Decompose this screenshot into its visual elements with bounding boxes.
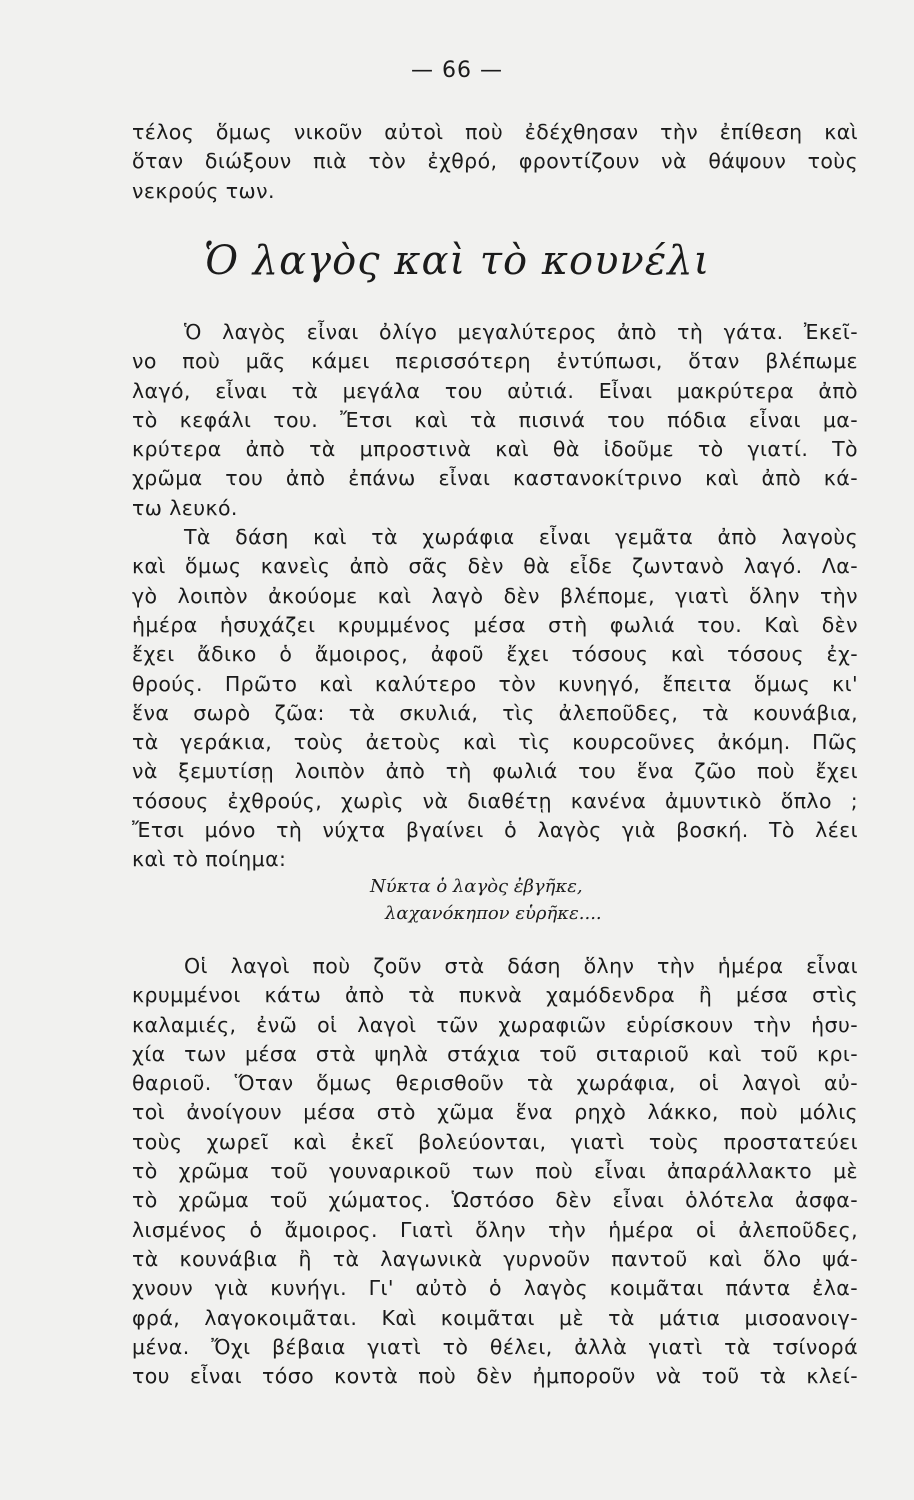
- text-line: ἡμέρα ἡσυχάζει κρυμμένος μέσα στὴ φωλιά του. Καὶ δὲν: [132, 612, 858, 637]
- text-line: ὅταν διώξουν πιὰ τὸν ἐχθρό, φροντίζουν νὰ θάψουν τοὺς: [132, 149, 858, 174]
- intro-paragraph: [132, 118, 858, 206]
- text-line: καὶ ὅμως κανεὶς ἀπὸ σᾶς δὲν θὰ εἶδε ζωντανὸ λαγό. Λα-: [132, 554, 858, 579]
- text-line: ἕνα σωρὸ ζῶα: τὰ σκυλιά, τὶς ἀλεποῦδες, τὰ κουνάβια,: [132, 700, 858, 725]
- text-line: χία των μέσα στὰ ψηλὰ στάχια τοῦ σιταριοῦ καὶ τοῦ κρι-: [132, 1041, 858, 1066]
- text-line: τω λευκό.: [132, 495, 238, 520]
- text-line: θρούς. Πρῶτο καὶ καλύτερο τὸν κυνηγό, ἔπειτα ὅμως κι': [132, 671, 858, 696]
- text-line: λαγό, εἶναι τὰ μεγάλα του αὐτιά. Εἶναι μακρύτερα ἀπὸ: [132, 378, 858, 403]
- body-paragraphs: [132, 318, 858, 875]
- text-line: νο ποὺ μᾶς κάμει περισσότερη ἐντύπωσι, ὅταν βλέπωμε: [132, 349, 858, 374]
- text-line: χρῶμα του ἀπὸ ἐπάνω εἶναι καστανοκίτρινο καὶ ἀπὸ κά-: [132, 466, 858, 491]
- text-line: Ἔτσι μόνο τὴ νύχτα βγαίνει ὁ λαγὸς γιὰ βοσκή. Τὸ λέει: [132, 818, 858, 843]
- closing-paragraph: [132, 952, 858, 1391]
- poem-line: Νύκτα ὁ λαγὸς ἐβγῆκε,: [370, 876, 583, 897]
- text-line: θαριοῦ. Ὅταν ὅμως θερισθοῦν τὰ χωράφια, οἱ λαγοὶ αὐ-: [132, 1071, 858, 1096]
- text-line: τοὶ ἀνοίγουν μέσα στὸ χῶμα ἕνα ρηχὸ λάκκο, ποὺ μόλις: [132, 1100, 858, 1125]
- text-line: Τὰ δάση καὶ τὰ χωράφια εἶναι γεμᾶτα ἀπὸ λαγοὺς: [184, 525, 858, 550]
- section-title: Ὁ λαγὸς καὶ τὸ κουνέλι: [203, 238, 711, 284]
- text-line: μένα. Ὄχι βέβαια γιατὶ τὸ θέλει, ἀλλὰ γιατὶ τὰ τσίνορά: [132, 1334, 858, 1359]
- text-line: φρά, λαγοκοιμᾶται. Καὶ κοιμᾶται μὲ τὰ μάτια μισοανοιγ-: [132, 1305, 858, 1330]
- text-line: κρυμμένοι κάτω ἀπὸ τὰ πυκνὰ χαμόδενδρα ἢ μέσα στὶς: [132, 983, 858, 1008]
- text-line: λισμένος ὁ ἄμοιρος. Γιατὶ ὅλην τὴν ἡμέρα οἱ ἀλεποῦδες,: [132, 1217, 858, 1242]
- text-line: τὸ χρῶμα τοῦ γουναρικοῦ των ποὺ εἶναι ἀπαράλλακτο μὲ: [132, 1159, 858, 1184]
- text-line: γὸ λοιπὸν ἀκούομε καὶ λαγὸ δὲν βλέπομε, γιατὶ ὅλην τὴν: [132, 583, 858, 608]
- text-line: Οἱ λαγοὶ ποὺ ζοῦν στὰ δάση ὅλην τὴν ἡμέρα εἶναι: [184, 954, 858, 978]
- text-line: ἔχει ἄδικο ὁ ἄμοιρος, ἀφοῦ ἔχει τόσους καὶ τόσους ἐχ-: [132, 642, 858, 667]
- text-line: τόσους ἐχθρούς, χωρὶς νὰ διαθέτῃ κανένα ἀμυντικὸ ὅπλο ;: [132, 788, 858, 813]
- text-line: νεκρούς των.: [132, 178, 275, 203]
- text-line: κρύτερα ἀπὸ τὰ μπροστινὰ καὶ θὰ ἰδοῦμε τὸ γιατί. Τὸ: [132, 437, 858, 462]
- text-line: τοὺς χωρεῖ καὶ ἐκεῖ βολεύονται, γιατὶ τοὺς προστατεύει: [132, 1129, 858, 1154]
- text-line: Ὁ λαγὸς εἶναι ὀλίγο μεγαλύτερος ἀπὸ τὴ γάτα. Ἐκεῖ-: [184, 320, 858, 344]
- text-line: του εἶναι τόσο κοντὰ ποὺ δὲν ἠμποροῦν νὰ τοῦ τὰ κλεί-: [132, 1364, 858, 1389]
- text-line: τὰ κουνάβια ἢ τὰ λαγωνικὰ γυρνοῦν παντοῦ καὶ ὅλο ψά-: [132, 1246, 858, 1271]
- text-line: τὸ χρῶμα τοῦ χώματος. Ὡστόσο δὲν εἶναι ὁλότελα ἀσφα-: [132, 1188, 858, 1213]
- text-line: νὰ ξεμυτίσῃ λοιπὸν ἀπὸ τὴ φωλιά του ἕνα ζῶο ποὺ ἔχει: [132, 759, 858, 784]
- page-number: — 66 —: [411, 58, 503, 83]
- text-line: καὶ τὸ ποίημα:: [132, 847, 287, 872]
- text-line: τέλος ὅμως νικοῦν αὐτοὶ ποὺ ἐδέχθησαν τὴν ἐπίθεση καὶ: [132, 120, 858, 144]
- poem-line: λαχανόκηπον εὑρῆκε....: [385, 903, 602, 924]
- text-line: τὸ κεφάλι του. Ἔτσι καὶ τὰ πισινά του πόδια εἶναι μα-: [132, 407, 858, 432]
- text-line: καλαμιές, ἐνῶ οἱ λαγοὶ τῶν χωραφιῶν εὑρίσκουν τὴν ἡσυ-: [132, 1012, 858, 1037]
- text-line: χνουν γιὰ κυνήγι. Γι' αὐτὸ ὁ λαγὸς κοιμᾶται πάντα ἐλα-: [132, 1276, 858, 1301]
- poem-quote: [0, 873, 914, 927]
- text-line: τὰ γεράκια, τοὺς ἀετοὺς καὶ τὶς κουρcοῦνες ἀκόμη. Πῶς: [132, 730, 858, 755]
